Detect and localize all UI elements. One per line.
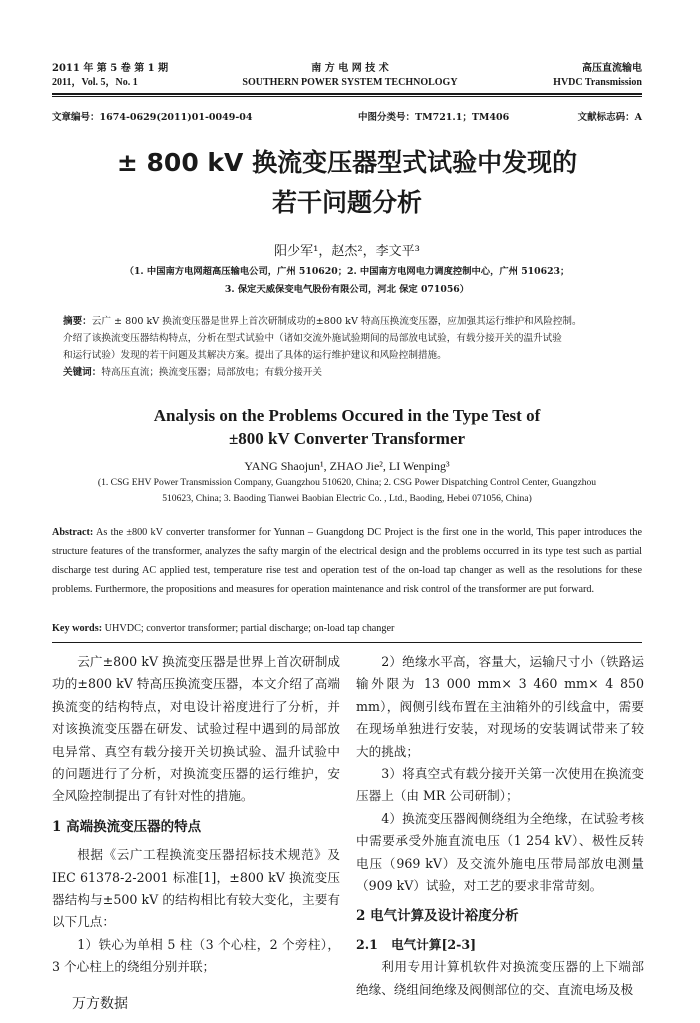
section-2-heading: 2 电气计算及设计裕度分析 xyxy=(356,908,519,925)
feature-item-3: 3）将真空式有载分接开关第一次使用在换流变压器上（由 MR 公司研制）； xyxy=(356,766,644,804)
keywords-en-label: Key words: xyxy=(52,623,103,634)
subsection-2-1-number: 2.1 xyxy=(356,936,378,952)
abstract-en xyxy=(52,523,642,599)
article-number: 文章编号：1674-0629(2011)01-0049-04 xyxy=(52,112,253,123)
journal-issue-en: 2011，Vol. 5，No. 1 xyxy=(52,77,138,88)
abstract-en-text: As the ±800 kV converter transformer for Yunnan – Guangdong DC Project is the first one in the world, This paper introduces the structure features of the transformer, analyzes the safty margin of the electrical design and the problems occurred in its type test such as partial discharge test during AC applied test, temperature rise test and operation test of the on-load tap changer as well as the resolutions for these problems. Furthermore, the propositions and measures for operation maintenance and risk control of the transformer are put forward. xyxy=(52,527,642,595)
authors-en: YANG Shaojun¹, ZHAO Jie², LI Wenping³ xyxy=(244,459,450,473)
abstract-cn-line1: 云广 ± 800 kV 换流变压器是世界上首次研制成功的±800 kV 特高压换流变压器，应加强其运行维护和风险控制。 xyxy=(91,316,582,327)
affiliations-en-line1: (1. CSG EHV Power Transmission Company, Guangzhou 510620, China; 2. CSG Power Dispatching Control Center, Guangzhou xyxy=(97,477,597,488)
journal-name xyxy=(200,62,500,90)
intro-paragraph: 云广±800 kV 换流变压器是世界上首次研制成功的±800 kV 特高压换流变压器，本文介绍了高端换流变的结构特点，对电设计裕度进行了分析，并对该换流变压器在研发、试验过程中遇到的局部放电异常、真空有载分接开关切换试验、温升试验中的问题进行了分析，对换流变压器的运行维护，安全风险控制提出了有针对性的措施。 xyxy=(52,654,340,804)
body-left-column xyxy=(52,651,340,979)
affiliations-cn-line1: （1. 中国南方电网超高压输电公司，广州 510620；2. 中国南方电网电力调度控制中心，广州 510623； xyxy=(124,266,570,277)
feature-item-4: 4）换流变压器阀侧绕组为全绝缘，在试验考核中需要承受外施直流电压（1 254 kV）、极性反转电压（969 kV）及交流外施电压带局部放电测量（909 kV）试验，对工艺的要求非常苛刻。 xyxy=(356,810,644,894)
section-1-heading: 1 高端换流变压器的特点 xyxy=(52,818,202,835)
feature-item-1: 1）铁心为单相 5 柱（3 个心柱，2 个旁柱），3 个心柱上的绕组分别并联； xyxy=(52,936,340,975)
abstract-cn-line2: 介绍了该换流变压器结构特点，分析在型式试验中（诸如交流外施试验期间的局部放电试验，有载分接开关的温升试验 xyxy=(63,333,562,344)
affiliations-en-line2: 510623, China; 3. Baoding Tianwei Baobian Electric Co. , Ltd., Baoding, Hebei 071056, China) xyxy=(162,493,532,504)
affiliations-cn-line2: 3. 保定天威保变电气股份有限公司，河北 保定 071056） xyxy=(224,284,470,295)
abstract-cn xyxy=(63,313,643,381)
abstract-cn-label: 摘要： xyxy=(63,316,92,327)
journal-issue xyxy=(52,62,168,90)
document-code: 文献标志码：A xyxy=(577,112,642,123)
abstract-cn-line3: 和运行试验）发现的若干问题及其解决方案。提出了具体的运行维护建议和风险控制措施。 xyxy=(63,350,447,361)
header-rule xyxy=(52,93,642,95)
footer-watermark: 万方数据 xyxy=(72,996,128,1012)
journal-name-cn: 南 方 电 网 技 术 xyxy=(311,63,389,74)
keywords-cn-label: 关键词： xyxy=(63,367,102,378)
title-cn-line1: ± 800 kV 换流变压器型式试验中发现的 xyxy=(116,148,578,177)
journal-section-en: HVDC Transmission xyxy=(553,77,642,88)
title-cn-line2: 若干问题分析 xyxy=(271,188,422,217)
abstract-en-label: Abstract: xyxy=(52,527,94,538)
journal-issue-cn: 2011 年 第 5 卷 第 1 期 xyxy=(52,63,169,74)
journal-section-cn: 高压直流输电 xyxy=(582,63,642,74)
journal-section xyxy=(553,62,642,90)
keywords-en xyxy=(52,619,642,638)
title-en-line1: Analysis on the Problems Occured in the Type Test of xyxy=(153,406,541,425)
section-1-paragraph: 根据《云广工程换流变压器招标技术规范》及 IEC 61378-2-2001 标准[1]，±800 kV 换流变压器结构与±500 kV 的结构相比有较大变化，主要有以下几点： xyxy=(52,847,340,930)
journal-name-en: SOUTHERN POWER SYSTEM TECHNOLOGY xyxy=(242,77,458,88)
subsection-2-1-paragraph: 利用专用计算机软件对换流变压器的上下端部绝缘、绕组间绝缘及阀侧部位的交、直流电场及极 xyxy=(356,959,644,997)
abstract-rule xyxy=(52,642,642,643)
clc-number: 中图分类号：TM721.1；TM406 xyxy=(358,112,510,123)
title-en-line2: ±800 kV Converter Transformer xyxy=(228,429,466,448)
keywords-en-text: UHVDC; convertor transformer; partial discharge; on-load tap changer xyxy=(104,623,395,634)
feature-item-2: 2）绝缘水平高，容量大，运输尺寸小（铁路运输外限为 13 000 mm× 3 460 mm× 4 850 mm），阀侧引线布置在主油箱外的引线盒中，需要在现场单独进行安装，对现场的安装调试带来了较大的挑战； xyxy=(356,654,644,759)
body-right-column xyxy=(356,651,644,1001)
header-rule-thin xyxy=(52,96,642,97)
subsection-2-1-title: 电气计算[2-3] xyxy=(391,936,477,952)
subsection-2-1-heading xyxy=(356,934,644,956)
authors-cn: 阳少军¹，赵杰²，李文平³ xyxy=(274,244,420,259)
keywords-cn-text: 特高压直流；换流变压器；局部放电；有载分接开关 xyxy=(101,367,323,378)
